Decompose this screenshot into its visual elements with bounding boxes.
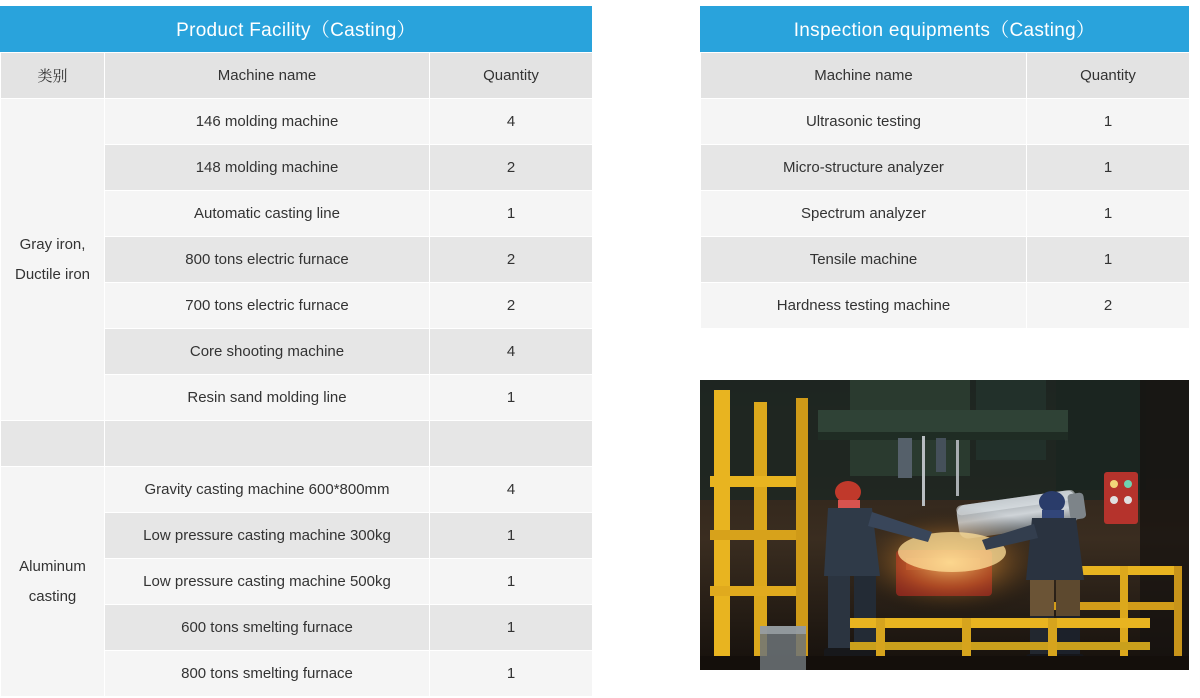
column-header-category: 类别 — [1, 53, 105, 99]
machine-name-cell: 146 molding machine — [105, 99, 430, 145]
column-header-quantity: Quantity — [430, 53, 593, 99]
machine-name-cell: Spectrum analyzer — [701, 191, 1027, 237]
machine-name-cell: Core shooting machine — [105, 329, 430, 375]
machine-name-cell: Gravity casting machine 600*800mm — [105, 467, 430, 513]
quantity-cell: 1 — [430, 559, 593, 605]
machine-name-cell: 600 tons smelting furnace — [105, 605, 430, 651]
quantity-cell: 1 — [430, 375, 593, 421]
machine-name-cell: 800 tons smelting furnace — [105, 651, 430, 697]
machine-name-cell: Tensile machine — [701, 237, 1027, 283]
inspection-equipments-table — [700, 52, 1190, 329]
quantity-cell: 2 — [430, 145, 593, 191]
column-header-machine-name: Machine name — [701, 53, 1027, 99]
quantity-cell: 2 — [430, 237, 593, 283]
machine-name-cell: 148 molding machine — [105, 145, 430, 191]
quantity-cell: 1 — [430, 513, 593, 559]
inspection-equipments-title: Inspection equipments（Casting） — [700, 6, 1189, 52]
quantity-cell: 1 — [1027, 145, 1190, 191]
separator-cell — [1, 421, 105, 467]
quantity-cell: 4 — [430, 99, 593, 145]
quantity-cell: 1 — [1027, 99, 1190, 145]
column-header-machine-name: Machine name — [105, 53, 430, 99]
quantity-cell: 2 — [430, 283, 593, 329]
quantity-cell: 1 — [430, 191, 593, 237]
table-row — [701, 283, 1190, 329]
category-line: casting — [28, 587, 77, 605]
column-header-quantity: Quantity — [1027, 53, 1190, 99]
category-line: Ductile iron — [14, 265, 91, 283]
separator-cell — [105, 421, 430, 467]
factory-photo-illustration — [700, 380, 1189, 670]
table-row — [701, 99, 1190, 145]
category-line: Gray iron, — [19, 235, 86, 253]
category-line: Aluminum — [19, 557, 86, 575]
machine-name-cell: 800 tons electric furnace — [105, 237, 430, 283]
machine-name-cell: Ultrasonic testing — [701, 99, 1027, 145]
quantity-cell: 1 — [1027, 237, 1190, 283]
table-row — [1, 467, 593, 513]
machine-name-cell: Low pressure casting machine 300kg — [105, 513, 430, 559]
machine-name-cell: Hardness testing machine — [701, 283, 1027, 329]
machine-name-cell: Low pressure casting machine 500kg — [105, 559, 430, 605]
quantity-cell: 4 — [430, 329, 593, 375]
machine-name-cell: Automatic casting line — [105, 191, 430, 237]
table-row — [701, 191, 1190, 237]
category-cell-gray-ductile-iron — [1, 99, 105, 421]
machine-name-cell: Resin sand molding line — [105, 375, 430, 421]
table-header-row — [701, 53, 1190, 99]
inspection-equipments-panel — [700, 6, 1189, 329]
separator-cell-blank — [430, 421, 593, 467]
category-cell-aluminum-casting — [1, 467, 105, 697]
factory-photo — [700, 380, 1189, 670]
quantity-cell: 1 — [430, 605, 593, 651]
table-row — [701, 237, 1190, 283]
table-row — [1, 99, 593, 145]
quantity-cell: 4 — [430, 467, 593, 513]
product-facility-panel — [0, 6, 592, 697]
quantity-cell: 1 — [1027, 191, 1190, 237]
table-row — [701, 145, 1190, 191]
quantity-cell: 1 — [430, 651, 593, 697]
quantity-cell: 2 — [1027, 283, 1190, 329]
product-facility-title: Product Facility（Casting） — [0, 6, 592, 52]
product-facility-table — [0, 52, 593, 697]
table-header-row — [1, 53, 593, 99]
machine-name-cell: Micro-structure analyzer — [701, 145, 1027, 191]
machine-name-cell: 700 tons electric furnace — [105, 283, 430, 329]
group-separator-row — [1, 421, 593, 467]
